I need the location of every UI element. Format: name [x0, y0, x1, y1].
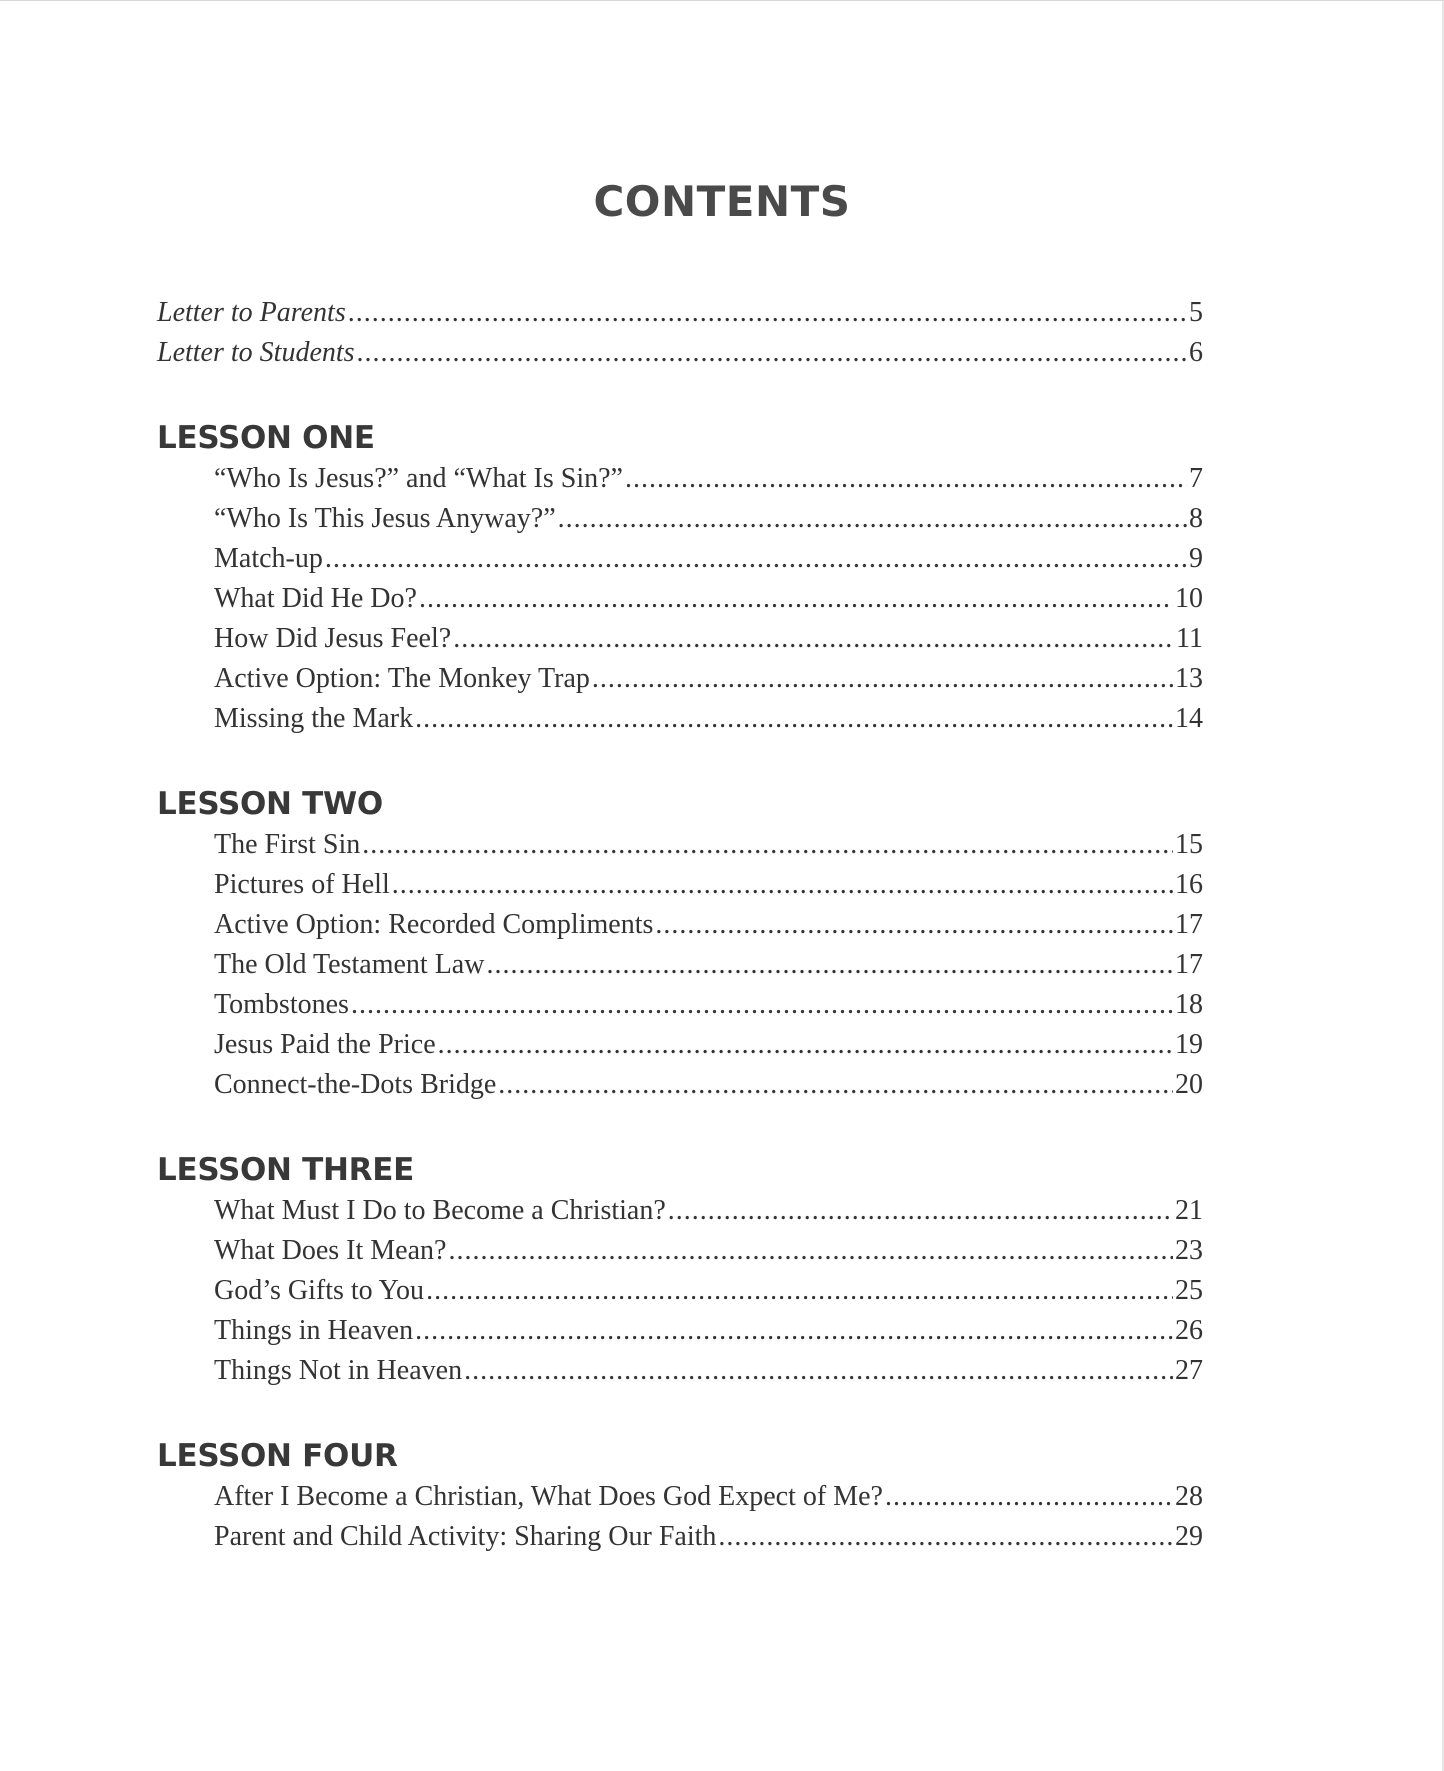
dot-leader — [625, 459, 1187, 499]
toc-entry[interactable] — [157, 459, 1203, 499]
toc-entry[interactable] — [157, 619, 1203, 659]
toc-entry-page: 17 — [1175, 909, 1203, 940]
toc-entry-page: 23 — [1175, 1235, 1203, 1266]
toc-entry-label: “Who Is This Jesus Anyway?” — [214, 503, 556, 534]
dot-leader — [362, 825, 1173, 865]
toc-entry[interactable] — [157, 985, 1203, 1025]
toc-entry-label: Match-up — [214, 543, 323, 574]
toc-entry-label: The Old Testament Law — [214, 949, 485, 980]
dot-leader — [415, 1311, 1173, 1351]
toc-entry[interactable] — [157, 905, 1203, 945]
toc-entry[interactable] — [157, 1351, 1203, 1391]
dot-leader — [392, 865, 1173, 905]
toc-entry-page: 9 — [1189, 543, 1203, 574]
toc-entry-label: Connect-the-Dots Bridge — [214, 1069, 497, 1100]
toc-entry-label: Tombstones — [214, 989, 349, 1020]
dot-leader — [592, 659, 1173, 699]
toc-entry-page: 10 — [1175, 583, 1203, 614]
toc-entry-label: Missing the Mark — [214, 703, 414, 734]
toc-entry-label: What Did He Do? — [214, 583, 417, 614]
dot-leader — [325, 539, 1187, 579]
toc-entry[interactable] — [157, 579, 1203, 619]
toc-entry-label: The First Sin — [214, 829, 361, 860]
toc-entry-page: 20 — [1175, 1069, 1203, 1100]
toc-entry-label: After I Become a Christian, What Does God Expect of Me? — [214, 1481, 883, 1512]
dot-leader — [498, 1065, 1173, 1105]
lesson-two-section — [157, 783, 1203, 1105]
dot-leader — [453, 619, 1174, 659]
toc-entry[interactable] — [157, 1065, 1203, 1105]
dot-leader — [718, 1517, 1173, 1557]
toc-entry-letter-to-parents[interactable] — [157, 293, 1203, 333]
toc-entry-page: 15 — [1175, 829, 1203, 860]
dot-leader — [348, 293, 1187, 333]
dot-leader — [448, 1231, 1173, 1271]
table-of-contents — [157, 293, 1203, 1557]
toc-entry-page: 27 — [1175, 1355, 1203, 1386]
dot-leader — [415, 699, 1173, 739]
toc-entry-page: 28 — [1175, 1481, 1203, 1512]
dot-leader — [357, 333, 1187, 373]
lesson-three-section — [157, 1149, 1203, 1391]
toc-entry[interactable] — [157, 1271, 1203, 1311]
lesson-one-section — [157, 417, 1203, 739]
toc-entry-label: Jesus Paid the Price — [214, 1029, 436, 1060]
toc-entry[interactable] — [157, 1517, 1203, 1557]
dot-leader — [558, 499, 1187, 539]
dot-leader — [655, 905, 1173, 945]
toc-entry-page: 13 — [1175, 663, 1203, 694]
toc-entry[interactable] — [157, 865, 1203, 905]
toc-entry-page: 17 — [1175, 949, 1203, 980]
toc-entry[interactable] — [157, 499, 1203, 539]
toc-entry[interactable] — [157, 539, 1203, 579]
toc-entry-page: 8 — [1189, 503, 1203, 534]
toc-entry-label: Letter to Students — [157, 337, 355, 368]
toc-entry-label: Active Option: Recorded Compliments — [214, 909, 654, 940]
toc-entry[interactable] — [157, 1191, 1203, 1231]
toc-entry[interactable] — [157, 1311, 1203, 1351]
lesson-heading: LESSON FOUR — [157, 1438, 398, 1474]
dot-leader — [668, 1191, 1173, 1231]
toc-entry-label: Pictures of Hell — [214, 869, 390, 900]
lesson-heading: LESSON THREE — [157, 1152, 414, 1188]
lesson-heading: LESSON ONE — [157, 420, 375, 456]
toc-entry-page: 26 — [1175, 1315, 1203, 1346]
toc-entry-page: 25 — [1175, 1275, 1203, 1306]
toc-entry-page: 5 — [1189, 297, 1203, 328]
dot-leader — [486, 945, 1173, 985]
dot-leader — [419, 579, 1173, 619]
toc-entry[interactable] — [157, 825, 1203, 865]
dot-leader — [426, 1271, 1173, 1311]
page-title: CONTENTS — [593, 177, 851, 226]
toc-entry[interactable] — [157, 659, 1203, 699]
toc-entry-letter-to-students[interactable] — [157, 333, 1203, 373]
dot-leader — [351, 985, 1173, 1025]
toc-entry-label: How Did Jesus Feel? — [214, 623, 452, 654]
toc-entry-label: Things in Heaven — [214, 1315, 414, 1346]
toc-entry-label: Parent and Child Activity: Sharing Our Faith — [214, 1521, 717, 1552]
toc-entry-page: 6 — [1189, 337, 1203, 368]
dot-leader — [464, 1351, 1173, 1391]
toc-entry-page: 21 — [1175, 1195, 1203, 1226]
intro-list — [157, 293, 1203, 373]
toc-entry[interactable] — [157, 1477, 1203, 1517]
lesson-four-section — [157, 1435, 1203, 1557]
toc-entry-label: Things Not in Heaven — [214, 1355, 463, 1386]
toc-entry-page: 16 — [1175, 869, 1203, 900]
lesson-heading: LESSON TWO — [157, 786, 383, 822]
toc-entry-page: 11 — [1176, 623, 1203, 654]
toc-entry-page: 29 — [1175, 1521, 1203, 1552]
toc-entry-label: Active Option: The Monkey Trap — [214, 663, 590, 694]
dot-leader — [885, 1477, 1173, 1517]
toc-entry-page: 7 — [1189, 463, 1203, 494]
toc-entry[interactable] — [157, 945, 1203, 985]
toc-entry-label: What Must I Do to Become a Christian? — [214, 1195, 666, 1226]
toc-entry-label: “Who Is Jesus?” and “What Is Sin?” — [214, 463, 623, 494]
toc-entry[interactable] — [157, 699, 1203, 739]
toc-entry-page: 14 — [1175, 703, 1203, 734]
toc-entry[interactable] — [157, 1025, 1203, 1065]
toc-entry-label: Letter to Parents — [157, 297, 346, 328]
toc-entry-page: 19 — [1175, 1029, 1203, 1060]
toc-entry[interactable] — [157, 1231, 1203, 1271]
toc-entry-page: 18 — [1175, 989, 1203, 1020]
toc-entry-label: What Does It Mean? — [214, 1235, 447, 1266]
dot-leader — [438, 1025, 1173, 1065]
toc-entry-label: God’s Gifts to You — [214, 1275, 425, 1306]
